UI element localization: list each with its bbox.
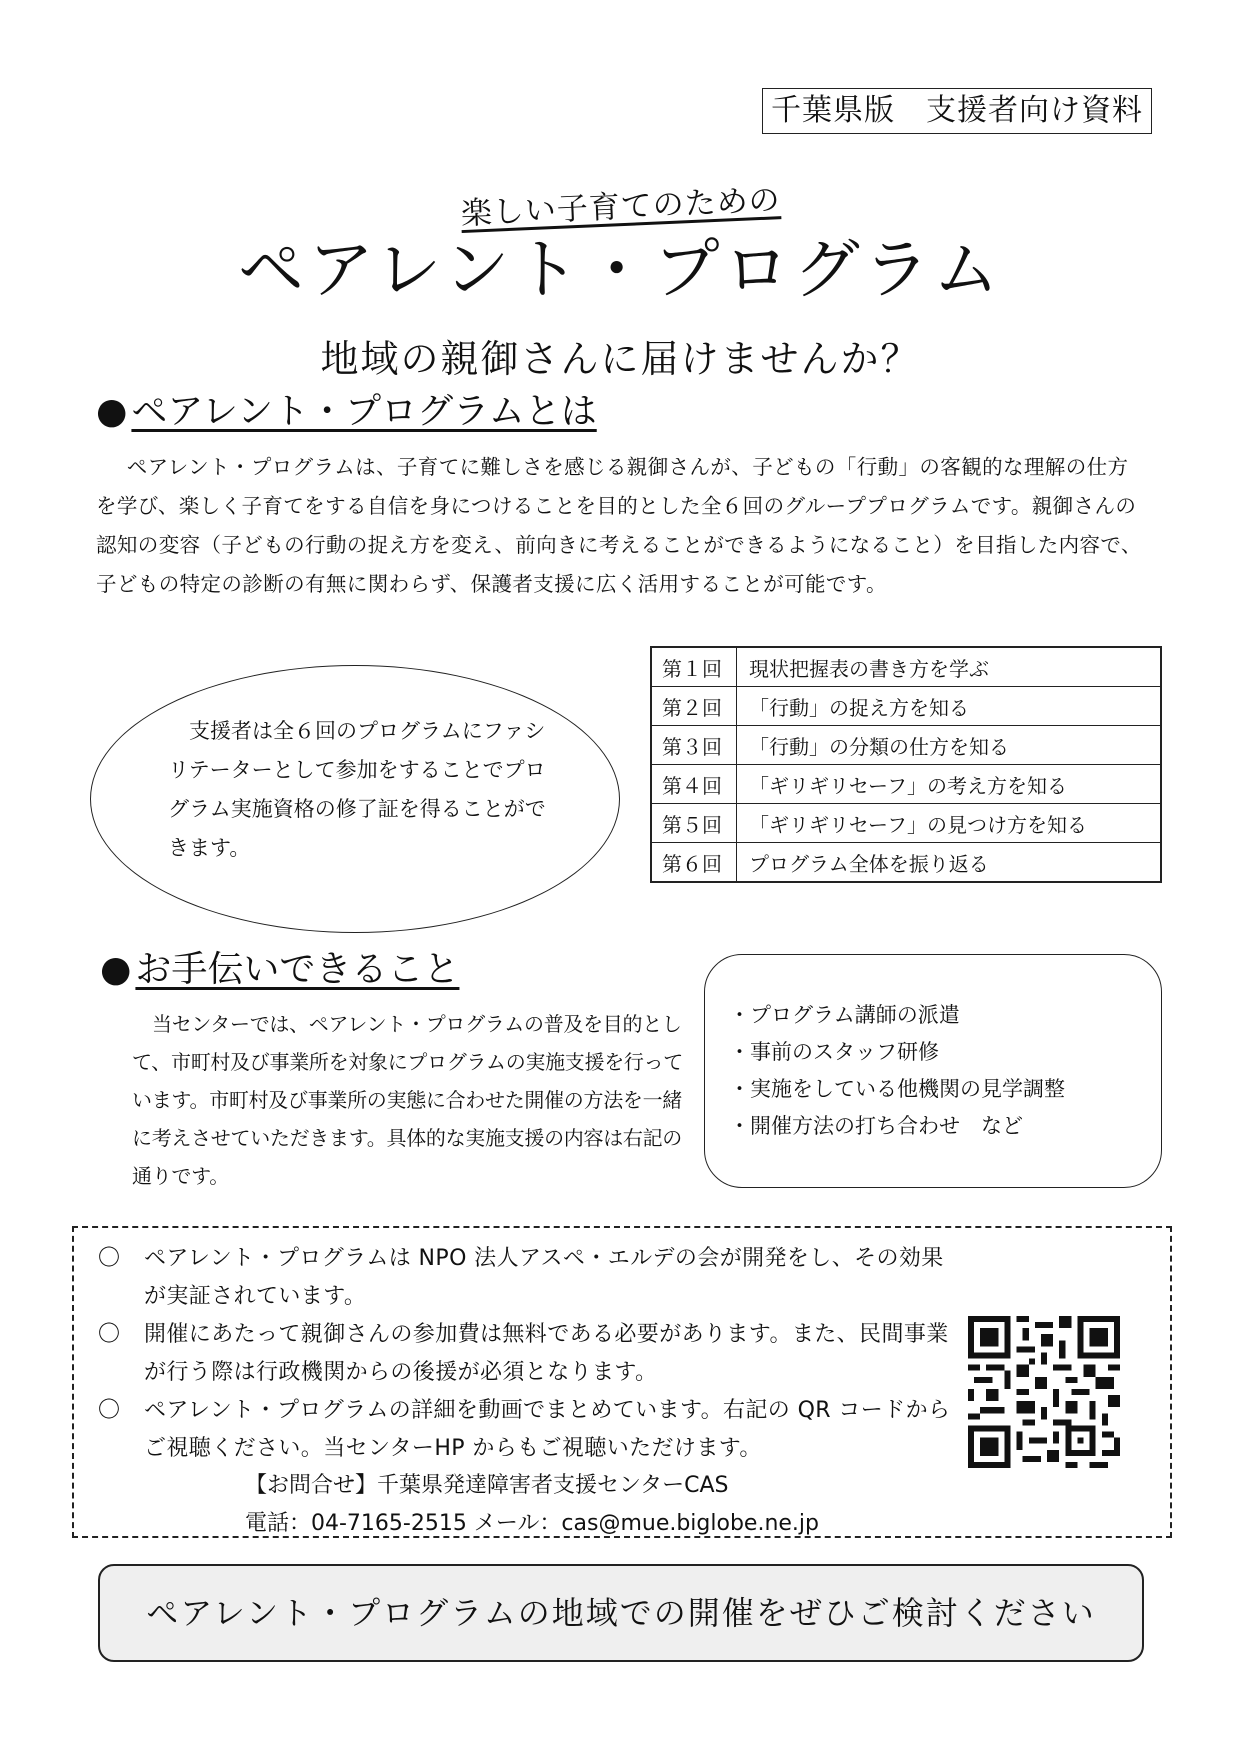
circle-marker-icon: 〇 <box>98 1398 121 1423</box>
contact-info <box>245 1467 819 1543</box>
note-text: 開催にあたって親御さんの参加費は無料である必要があります。また、民間事業が行う際は行政機関からの後援が必須となります。 <box>144 1322 949 1385</box>
table-row <box>651 647 1161 687</box>
table-row <box>651 804 1161 843</box>
contact-line: 電話：04-7165-2515 メール：cas@mue.biglobe.ne.jp <box>245 1511 819 1536</box>
audience-badge: 千葉県版 支援者向け資料 <box>762 88 1152 134</box>
note-text: ペアレント・プログラムの詳細を動画でまとめています。右記の QR コードからご視聴ください。当センターHP からもご視聴いただけます。 <box>144 1398 951 1461</box>
section-heading-text: お手伝いできること <box>135 949 460 990</box>
session-number: 第３回 <box>651 726 737 765</box>
session-description: 「ギリギリセーフ」の見つけ方を知る <box>737 804 1162 843</box>
table-row <box>651 726 1161 765</box>
session-description: プログラム全体を振り返る <box>737 843 1162 883</box>
note-text: ペアレント・プログラムは NPO 法人アスペ・エルデの会が開発をし、その効果が実証されています。 <box>144 1246 944 1309</box>
table-row <box>651 765 1161 804</box>
bullet-icon: ● <box>100 949 132 990</box>
section-heading-about <box>96 388 597 436</box>
session-number: 第６回 <box>651 843 737 883</box>
session-description: 「行動」の捉え方を知る <box>737 687 1162 726</box>
list-item: ・ 実施をしている他機関の見学調整 <box>751 1071 1161 1108</box>
bullet-icon: ● <box>96 391 128 432</box>
section-heading-support <box>100 946 459 994</box>
contact-line: 【お問合せ】千葉県発達障害者支援センターCAS <box>245 1473 729 1498</box>
facilitator-note: 支援者は全６回のプログラムにファシリテーターとして参加をすることでプログラム実施資格の修了証を得ることができます。 <box>168 719 546 860</box>
session-number: 第１回 <box>651 647 737 687</box>
circle-marker-icon: 〇 <box>98 1246 121 1271</box>
about-paragraph: ペアレント・プログラムは、子育てに難しさを感じる親御さんが、子どもの「行動」の客観的な理解の仕方を学び、楽しく子育てをする自信を身につけることを目的とした全６回のグループプログラムです。親御さんの認知の変容（子どもの行動の捉え方を変え、前向きに考えることができるようになること）を目指した内容で、子どもの特定の診断の有無に関わらず、保護者支援に広く活用することが可能です。 <box>96 455 1142 596</box>
subtitle: 楽しい子育てのための <box>460 182 782 233</box>
session-number: 第２回 <box>651 687 737 726</box>
session-description: 「行動」の分類の仕方を知る <box>737 726 1162 765</box>
note-item <box>98 1316 958 1392</box>
notes-list <box>98 1240 958 1468</box>
tagline: 地域の親御さんに届けませんか？ <box>320 337 921 381</box>
session-description: 「ギリギリセーフ」の考え方を知る <box>737 765 1162 804</box>
support-paragraph: 当センターでは、ペアレント・プログラムの普及を目的として、市町村及び事業所を対象にプログラムの実施支援を行っています。市町村及び事業所の実態に合わせた開催の方法を一緒に考えさせていただきます。具体的な実施支援の内容は右記の通りです。 <box>132 1012 683 1188</box>
note-item <box>98 1240 958 1316</box>
support-list-box <box>704 954 1162 1188</box>
table-row <box>651 843 1161 883</box>
session-number: 第５回 <box>651 804 737 843</box>
note-item <box>98 1392 958 1468</box>
call-to-action-banner: ペアレント・プログラムの地域での開催をぜひご検討ください <box>98 1564 1144 1662</box>
section-heading-text: ペアレント・プログラムとは <box>131 391 597 432</box>
session-number: 第４回 <box>651 765 737 804</box>
table-row <box>651 687 1161 726</box>
page-title: ペアレント・プログラム <box>237 231 1004 308</box>
session-table <box>650 646 1162 883</box>
list-item: ・ 事前のスタッフ研修 <box>751 1034 1161 1071</box>
qr-code-icon[interactable] <box>968 1316 1120 1468</box>
list-item: ・ 開催方法の打ち合わせ など <box>751 1108 1161 1145</box>
session-description: 現状把握表の書き方を学ぶ <box>737 647 1162 687</box>
list-item: ・ プログラム講師の派遣 <box>751 997 1161 1034</box>
circle-marker-icon: 〇 <box>98 1322 121 1347</box>
support-list <box>705 955 1161 1145</box>
